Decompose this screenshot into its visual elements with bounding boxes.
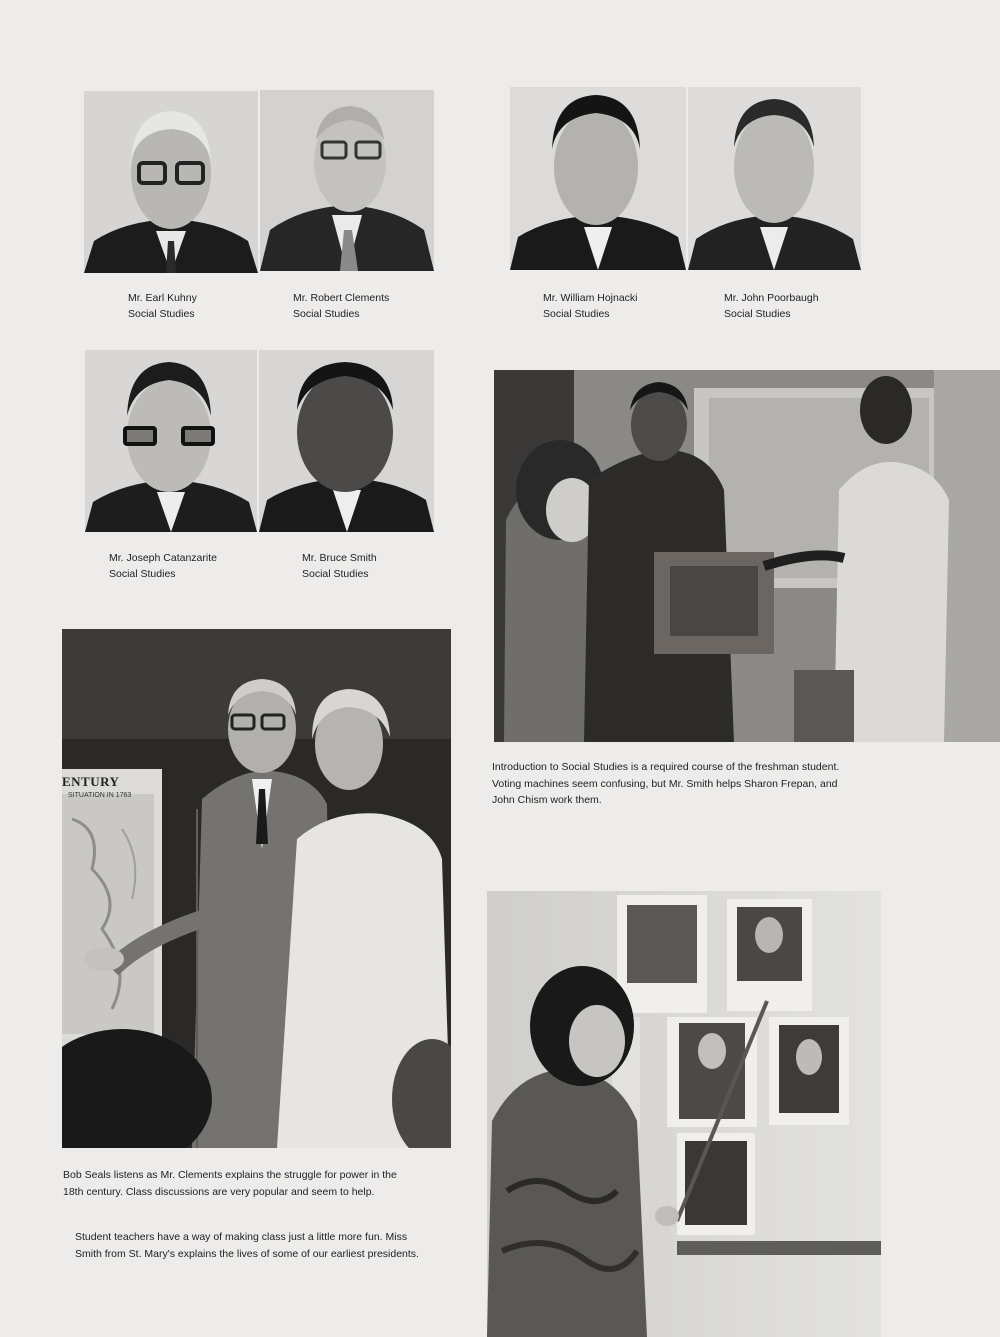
portrait-caption-3 bbox=[543, 290, 638, 322]
portrait-photo-2 bbox=[260, 90, 434, 271]
caption-line: Bob Seals listens as Mr. Clements explains the struggle for power in the bbox=[63, 1169, 397, 1181]
presidents-portraits-photo bbox=[487, 891, 881, 1337]
portrait-photo-1 bbox=[84, 91, 258, 273]
classroom-map-photo bbox=[62, 629, 451, 1148]
portrait-caption-5 bbox=[109, 550, 217, 582]
caption-line: Student teachers have a way of making class just a little more fun. Miss bbox=[75, 1231, 408, 1243]
portrait-caption-2 bbox=[293, 290, 389, 322]
map-subtitle-text: SITUATION IN 1763 bbox=[68, 792, 132, 799]
teacher-name: Mr. Joseph Catanzarite bbox=[109, 552, 217, 564]
teacher-name: Mr. Robert Clements bbox=[293, 292, 390, 304]
teacher-department: Social Studies bbox=[109, 568, 176, 580]
caption-line: 18th century. Class discussions are very popular and seem to help. bbox=[63, 1185, 375, 1198]
portrait-photo-6 bbox=[259, 350, 434, 532]
caption-line: Introduction to Social Studies is a required course of the freshman student. bbox=[492, 761, 840, 773]
teacher-department: Social Studies bbox=[724, 308, 791, 320]
teacher-department: Social Studies bbox=[128, 308, 195, 320]
portrait-photo-5 bbox=[85, 350, 257, 532]
caption-line: Smith from St. Mary's explains the lives of some of our earliest presidents. bbox=[75, 1247, 419, 1260]
portrait-photo-4 bbox=[688, 87, 861, 270]
teacher-department: Social Studies bbox=[543, 308, 610, 320]
teacher-department: Social Studies bbox=[302, 568, 369, 580]
classroom-map-caption bbox=[63, 1167, 397, 1200]
portrait-caption-4 bbox=[724, 290, 819, 322]
portrait-photo-3 bbox=[510, 87, 686, 270]
teacher-name: Mr. William Hojnacki bbox=[543, 292, 638, 304]
portrait-caption-6 bbox=[302, 550, 377, 582]
map-title-text: ENTURY bbox=[62, 774, 120, 789]
teacher-department: Social Studies bbox=[293, 308, 360, 320]
caption-line: Voting machines seem confusing, but Mr. Smith helps Sharon Frepan, and bbox=[492, 777, 838, 790]
teacher-name: Mr. Bruce Smith bbox=[302, 552, 377, 564]
teacher-name: Mr. John Poorbaugh bbox=[724, 292, 819, 304]
teacher-name: Mr. Earl Kuhny bbox=[128, 292, 197, 304]
voting-photo-caption bbox=[492, 759, 839, 809]
portrait-caption-1 bbox=[128, 290, 197, 322]
voting-machine-photo bbox=[494, 370, 1000, 742]
presidents-photo-caption bbox=[75, 1229, 419, 1262]
caption-line: John Chism work them. bbox=[492, 794, 602, 806]
